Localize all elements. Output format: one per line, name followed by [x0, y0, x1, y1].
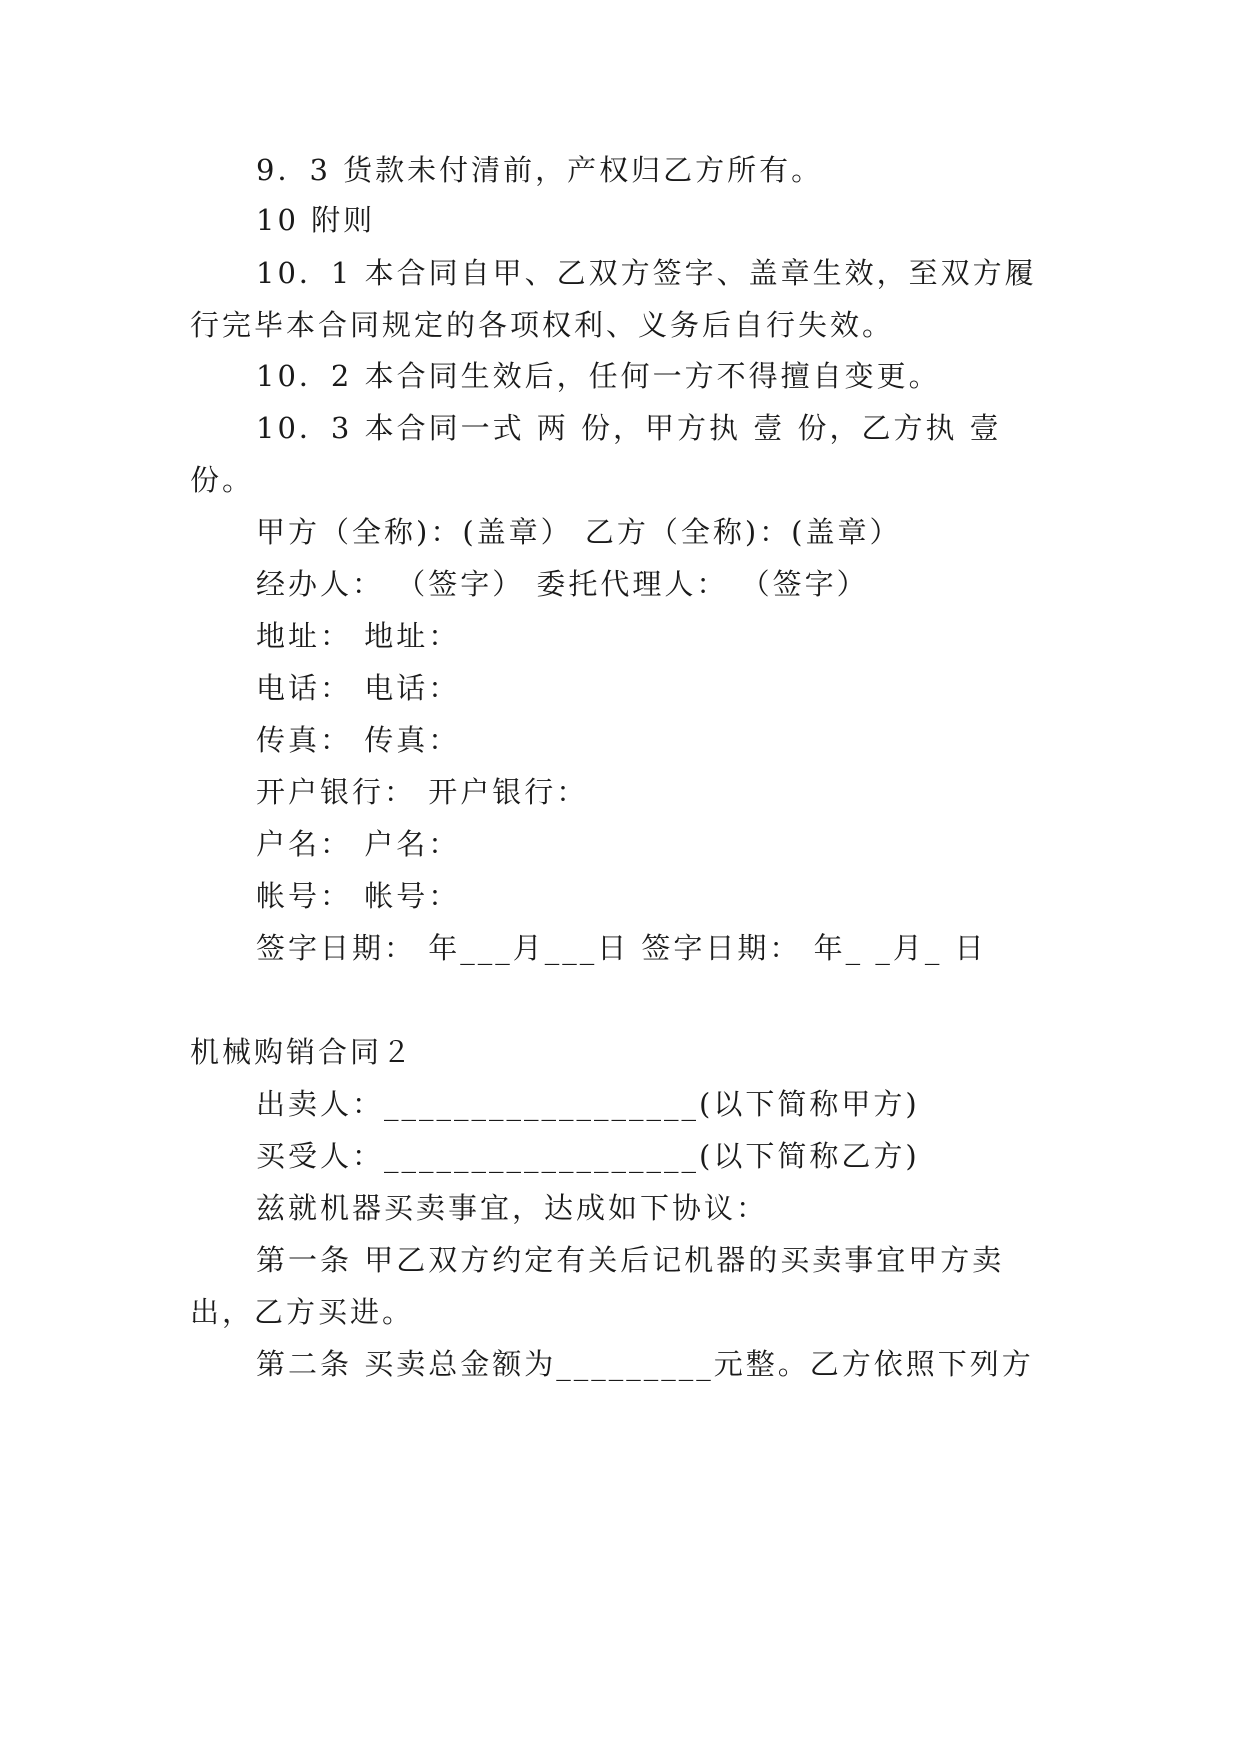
- clause-9-3: 9．3 货款未付清前，产权归乙方所有。: [256, 153, 824, 187]
- section-10-heading: 10 附则: [256, 203, 376, 237]
- clause-10-3-line-2: 份。: [190, 463, 255, 497]
- clause-10-1-line-1: 10．1 本合同自甲、乙双方签字、盖章生效，至双方履: [256, 256, 1037, 290]
- contract-2-title: 机械购销合同２: [190, 1035, 415, 1069]
- party-names-line: 甲方（全称)：(盖章） 乙方（全称)：(盖章）: [256, 515, 902, 549]
- bank-line: 开户银行： 开户银行：: [256, 775, 589, 809]
- account-name-line: 户名： 户名：: [256, 827, 461, 861]
- article-2-line-1: 第二条 买卖总金额为_________元整。乙方依照下列方: [256, 1347, 1034, 1381]
- fax-line: 传真： 传真：: [256, 723, 461, 757]
- article-1-line-2: 出，乙方买进。: [190, 1295, 415, 1329]
- agreement-intro: 兹就机器买卖事宜，达成如下协议：: [256, 1191, 769, 1225]
- clause-10-1-line-2: 行完毕本合同规定的各项权利、义务后自行失效。: [190, 308, 895, 342]
- account-number-line: 帐号： 帐号：: [256, 879, 461, 913]
- agents-line: 经办人： （签字） 委托代理人： （签字）: [256, 567, 869, 601]
- buyer-line: 买受人：__________________(以下简称乙方): [256, 1139, 920, 1173]
- address-line: 地址： 地址：: [256, 619, 461, 653]
- article-1-line-1: 第一条 甲乙双方约定有关后记机器的买卖事宜甲方卖: [256, 1243, 1005, 1277]
- clause-10-3-line-1: 10．3 本合同一式 两 份，甲方执 壹 份，乙方执 壹: [256, 411, 1002, 445]
- phone-line: 电话： 电话：: [256, 671, 461, 705]
- clause-10-2: 10．2 本合同生效后，任何一方不得擅自变更。: [256, 359, 941, 393]
- seller-line: 出卖人：__________________(以下简称甲方): [256, 1087, 920, 1121]
- sign-date-line: 签字日期： 年___月___日 签字日期： 年_ _月_ 日: [256, 931, 987, 965]
